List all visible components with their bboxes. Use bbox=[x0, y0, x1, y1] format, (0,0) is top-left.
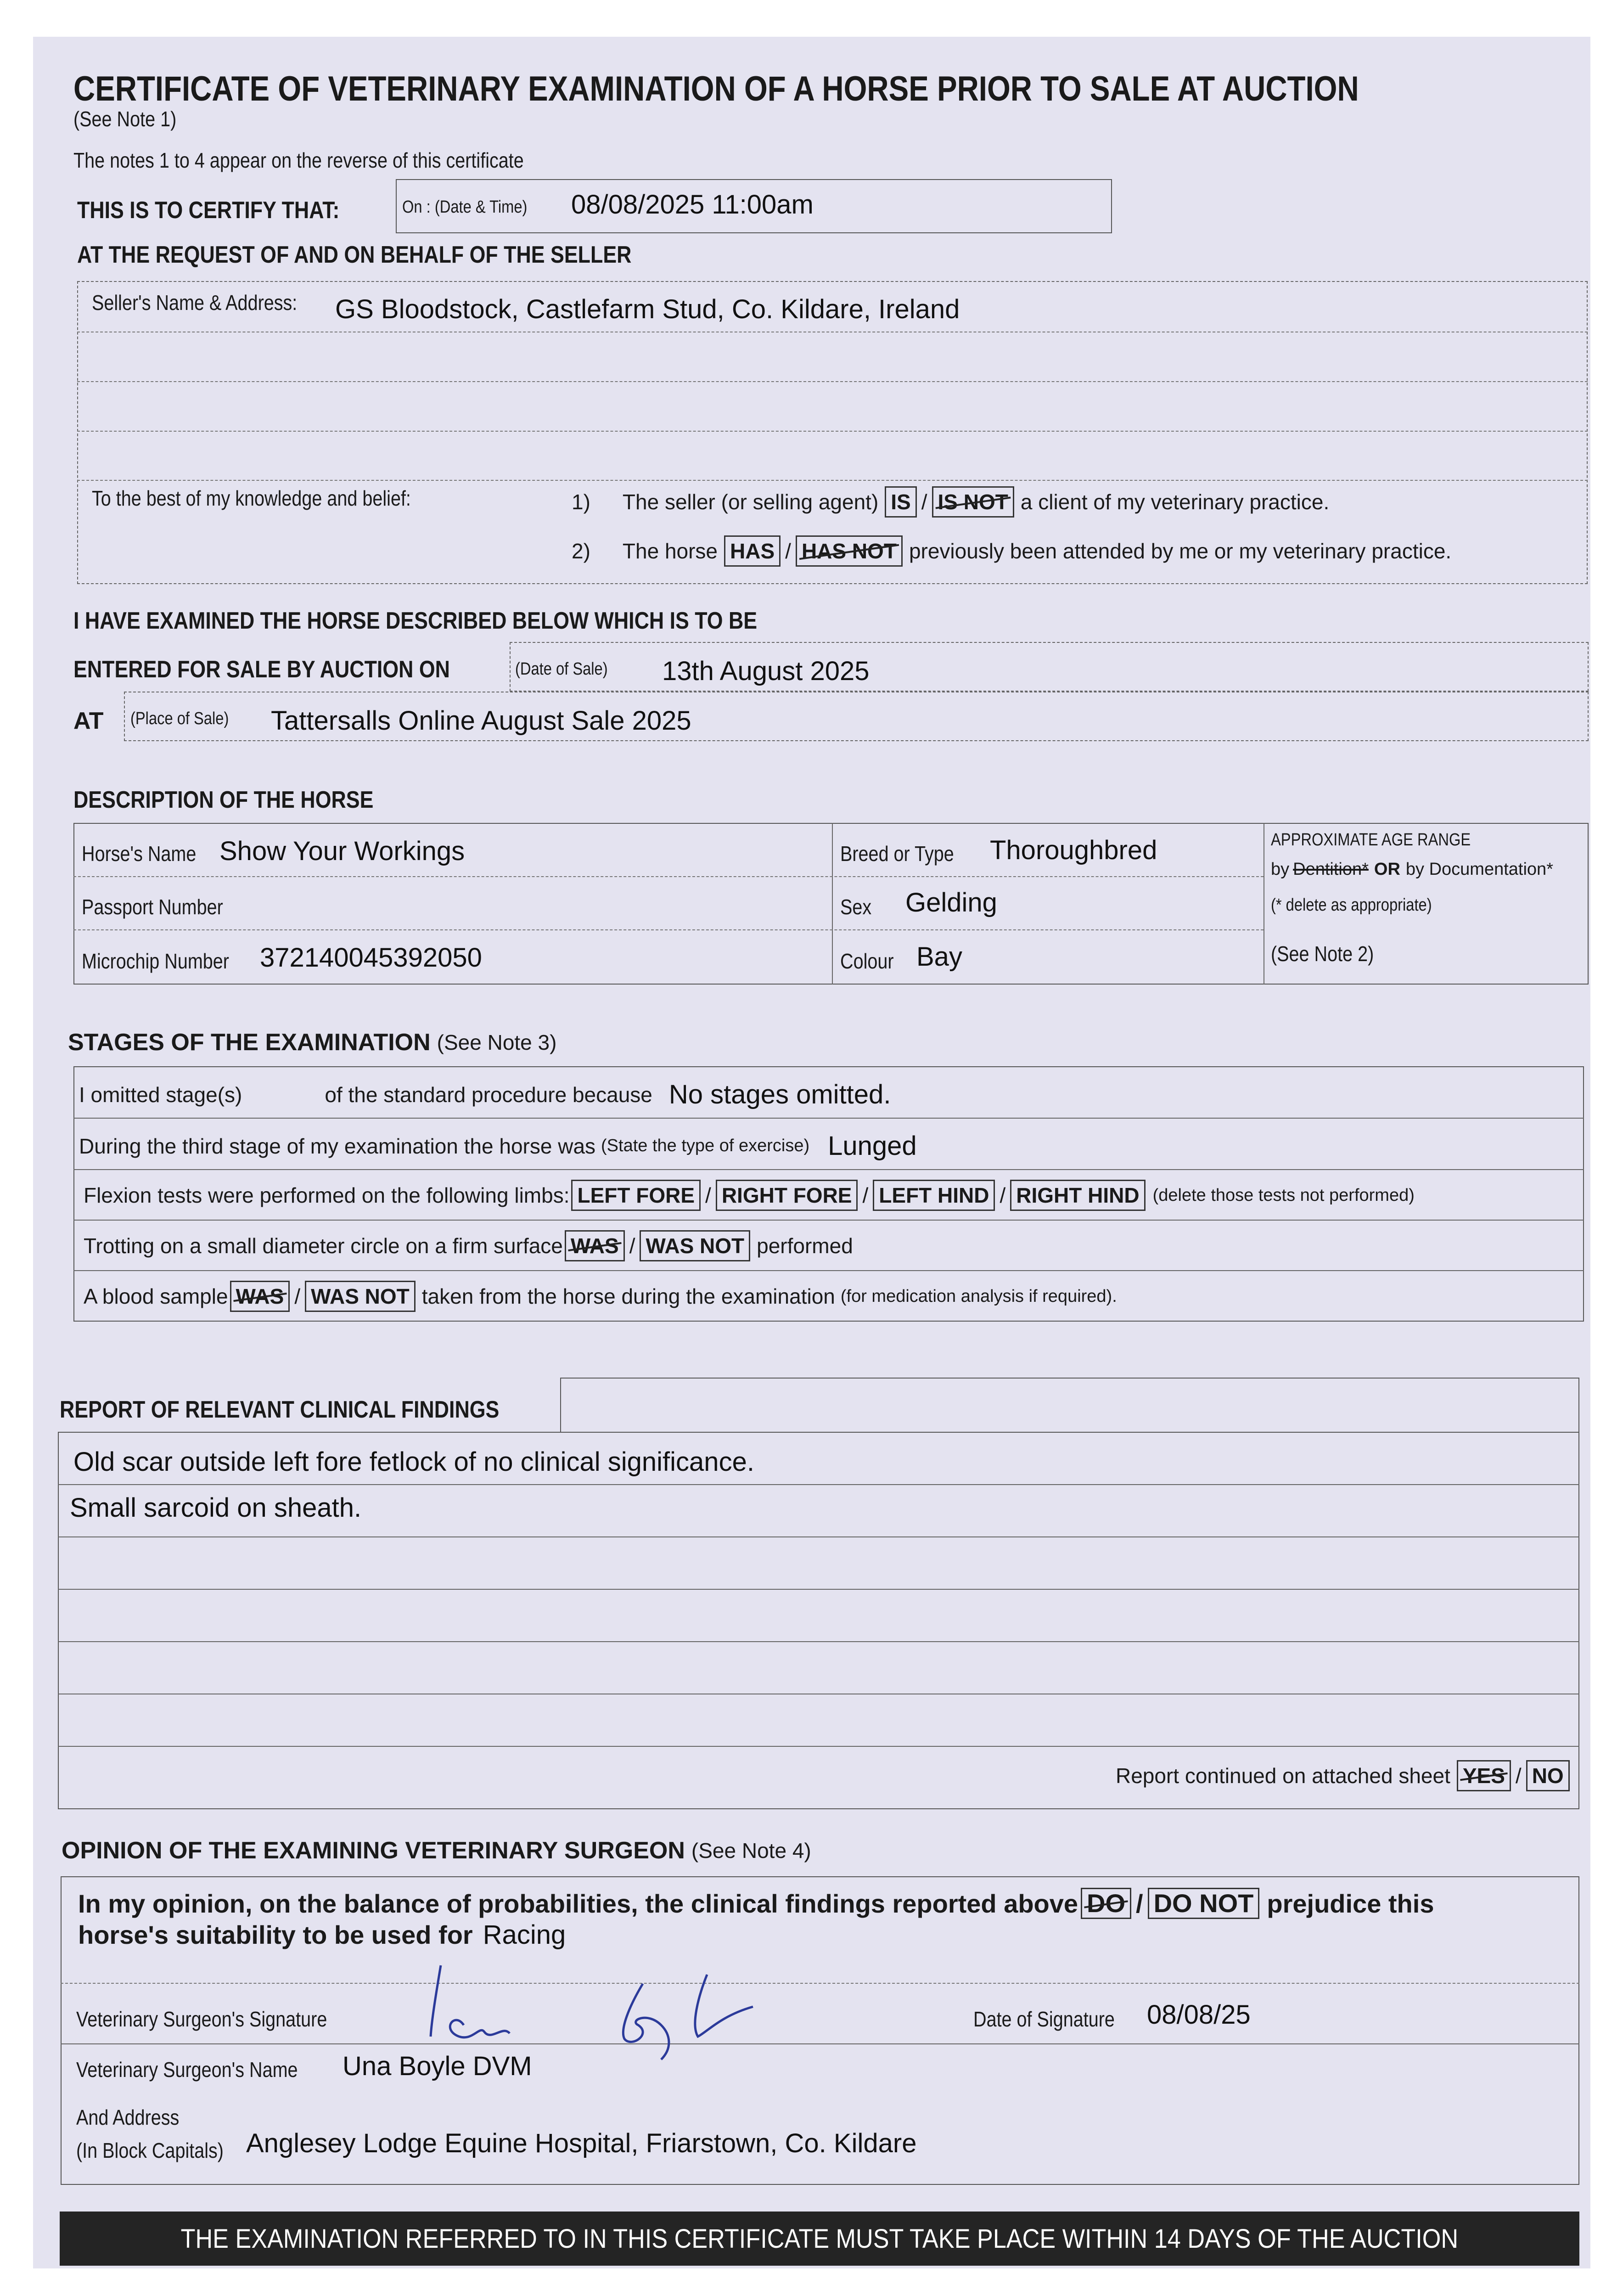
place-of-sale: Tattersalls Online August Sale 2025 bbox=[271, 706, 691, 736]
flexion-right-fore[interactable]: RIGHT FORE bbox=[716, 1180, 858, 1211]
seller-label: Seller's Name & Address: bbox=[92, 291, 298, 315]
horse-name-label: Horse's Name bbox=[82, 842, 197, 866]
address-label: And Address bbox=[76, 2105, 180, 2129]
microchip-label: Microchip Number bbox=[82, 949, 229, 973]
vet-signature bbox=[422, 1956, 799, 2062]
exercise-type: Lunged bbox=[828, 1131, 917, 1161]
age-see-note: (See Note 2) bbox=[1271, 942, 1374, 966]
age-delete-note: (* delete as appropriate) bbox=[1271, 895, 1432, 915]
breed-value: Thoroughbred bbox=[990, 835, 1157, 865]
at-label: AT bbox=[73, 708, 104, 734]
date-of-signature: 08/08/25 bbox=[1147, 2000, 1251, 2030]
blood-was-option[interactable]: WAS bbox=[230, 1281, 290, 1312]
horse-has-option[interactable]: HAS bbox=[724, 535, 781, 567]
sex-value: Gelding bbox=[905, 888, 997, 917]
see-note-1: (See Note 1) bbox=[73, 107, 177, 131]
flexion-left-hind[interactable]: LEFT HIND bbox=[873, 1180, 995, 1211]
seller-client-statement: 1) The seller (or selling agent) IS / IS NOT a client of my veterinary practice. bbox=[572, 486, 1329, 518]
flexion-left-fore[interactable]: LEFT FORE bbox=[571, 1180, 701, 1211]
signature-label: Veterinary Surgeon's Signature bbox=[76, 2007, 327, 2031]
passport-label: Passport Number bbox=[82, 895, 223, 919]
certificate-title: CERTIFICATE OF VETERINARY EXAMINATION OF A HORSE PRIOR TO SALE AT AUCTION bbox=[73, 69, 1359, 108]
intended-use: Racing bbox=[483, 1920, 566, 1950]
flexion-right-hind[interactable]: RIGHT HIND bbox=[1010, 1180, 1145, 1211]
seller-name-address: GS Bloodstock, Castlefarm Stud, Co. Kildare, Ireland bbox=[335, 294, 960, 324]
omitted-reason: No stages omitted. bbox=[668, 1080, 891, 1109]
flexion-tests-row: Flexion tests were performed on the following limbs: LEFT FORE / RIGHT FORE / LEFT HIND / RIGHT HIND (delete those tests not performed) bbox=[84, 1179, 1415, 1211]
certify-label: THIS IS TO CERTIFY THAT: bbox=[77, 197, 340, 224]
date-of-sale-label: (Date of Sale) bbox=[515, 659, 608, 679]
findings-box bbox=[58, 1432, 1579, 1809]
findings-heading: REPORT OF RELEVANT CLINICAL FINDINGS bbox=[60, 1396, 500, 1423]
on-label: On : (Date & Time) bbox=[402, 197, 528, 217]
trotting-row: Trotting on a small diameter circle on a firm surface WAS / WAS NOT performed bbox=[84, 1230, 853, 1262]
entered-label: ENTERED FOR SALE BY AUCTION ON bbox=[73, 656, 450, 683]
opinion-heading: OPINION OF THE EXAMINING VETERINARY SURGEON (See Note 4) bbox=[62, 1837, 811, 1864]
age-range-method: by Dentition* OR by Documentation* bbox=[1271, 860, 1553, 879]
date-of-signature-label: Date of Signature bbox=[973, 2007, 1115, 2031]
prejudice-do-option[interactable]: DO bbox=[1081, 1888, 1131, 1919]
footer-bar bbox=[60, 2212, 1579, 2266]
horse-attended-statement: 2) The horse HAS / HAS NOT previously been attended by me or my veterinary practice. bbox=[572, 535, 1451, 567]
stages-heading: STAGES OF THE EXAMINATION (See Note 3) bbox=[68, 1029, 557, 1056]
finding-line-2: Small sarcoid on sheath. bbox=[70, 1493, 362, 1523]
footer-text: THE EXAMINATION REFERRED TO IN THIS CERTIFICATE MUST TAKE PLACE WITHIN 14 DAYS OF THE AUCTION bbox=[180, 2223, 1459, 2254]
description-heading: DESCRIPTION OF THE HORSE bbox=[73, 787, 374, 813]
colour-label: Colour bbox=[840, 949, 894, 973]
trot-was-not-option[interactable]: WAS NOT bbox=[640, 1230, 750, 1261]
third-stage-row: During the third stage of my examination the horse was (State the type of exercise) Lunged bbox=[79, 1131, 917, 1161]
blood-sample-row: A blood sample WAS / WAS NOT taken from the horse during the examination (for medication analysis if required). bbox=[84, 1280, 1117, 1312]
vet-name: Una Boyle DVM bbox=[343, 2051, 532, 2081]
examination-date-time: 08/08/2025 11:00am bbox=[571, 190, 814, 219]
trot-was-option[interactable]: WAS bbox=[565, 1230, 625, 1261]
date-of-sale: 13th August 2025 bbox=[662, 656, 870, 686]
breed-label: Breed or Type bbox=[840, 842, 954, 866]
blood-was-not-option[interactable]: WAS NOT bbox=[305, 1281, 416, 1312]
seller-is-option[interactable]: IS bbox=[885, 486, 916, 518]
omitted-stages-row: I omitted stage(s) of the standard procedure because No stages omitted. bbox=[79, 1080, 891, 1109]
place-of-sale-label: (Place of Sale) bbox=[130, 709, 229, 728]
horse-name: Show Your Workings bbox=[219, 836, 465, 866]
findings-heading-box bbox=[560, 1378, 1579, 1433]
date-of-sale-box bbox=[510, 642, 1589, 692]
continued-yes-option[interactable]: YES bbox=[1457, 1760, 1511, 1791]
prejudice-do-not-option[interactable]: DO NOT bbox=[1148, 1888, 1260, 1919]
finding-line-1: Old scar outside left fore fetlock of no clinical significance. bbox=[73, 1447, 754, 1477]
address-sub-label: (In Block Capitals) bbox=[76, 2138, 224, 2162]
report-continued-row: Report continued on attached sheet YES / NO bbox=[1116, 1760, 1570, 1792]
request-heading: AT THE REQUEST OF AND ON BEHALF OF THE SELLER bbox=[77, 242, 632, 268]
vet-address: Anglesey Lodge Equine Hospital, Friarstown, Co. Kildare bbox=[246, 2128, 917, 2158]
horse-has-not-option[interactable]: HAS NOT bbox=[796, 535, 903, 567]
sex-label: Sex bbox=[840, 895, 872, 919]
colour-value: Bay bbox=[916, 942, 962, 972]
opinion-statement: In my opinion, on the balance of probabilities, the clinical findings reported above DO / DO NOT prejudice this bbox=[78, 1885, 1434, 1921]
age-range-heading: APPROXIMATE AGE RANGE bbox=[1271, 830, 1471, 850]
examined-heading: I HAVE EXAMINED THE HORSE DESCRIBED BELOW WHICH IS TO BE bbox=[73, 608, 758, 634]
date-time-box bbox=[396, 179, 1112, 233]
continued-no-option[interactable]: NO bbox=[1526, 1760, 1570, 1791]
notes-line: The notes 1 to 4 appear on the reverse of this certificate bbox=[73, 148, 524, 172]
microchip-number: 372140045392050 bbox=[260, 943, 482, 973]
seller-is-not-option[interactable]: IS NOT bbox=[932, 486, 1014, 518]
knowledge-label: To the best of my knowledge and belief: bbox=[92, 486, 411, 510]
vet-name-label: Veterinary Surgeon's Name bbox=[76, 2058, 298, 2082]
place-of-sale-box bbox=[124, 692, 1589, 741]
suitability-line: horse's suitability to be used for Racing bbox=[78, 1920, 566, 1950]
